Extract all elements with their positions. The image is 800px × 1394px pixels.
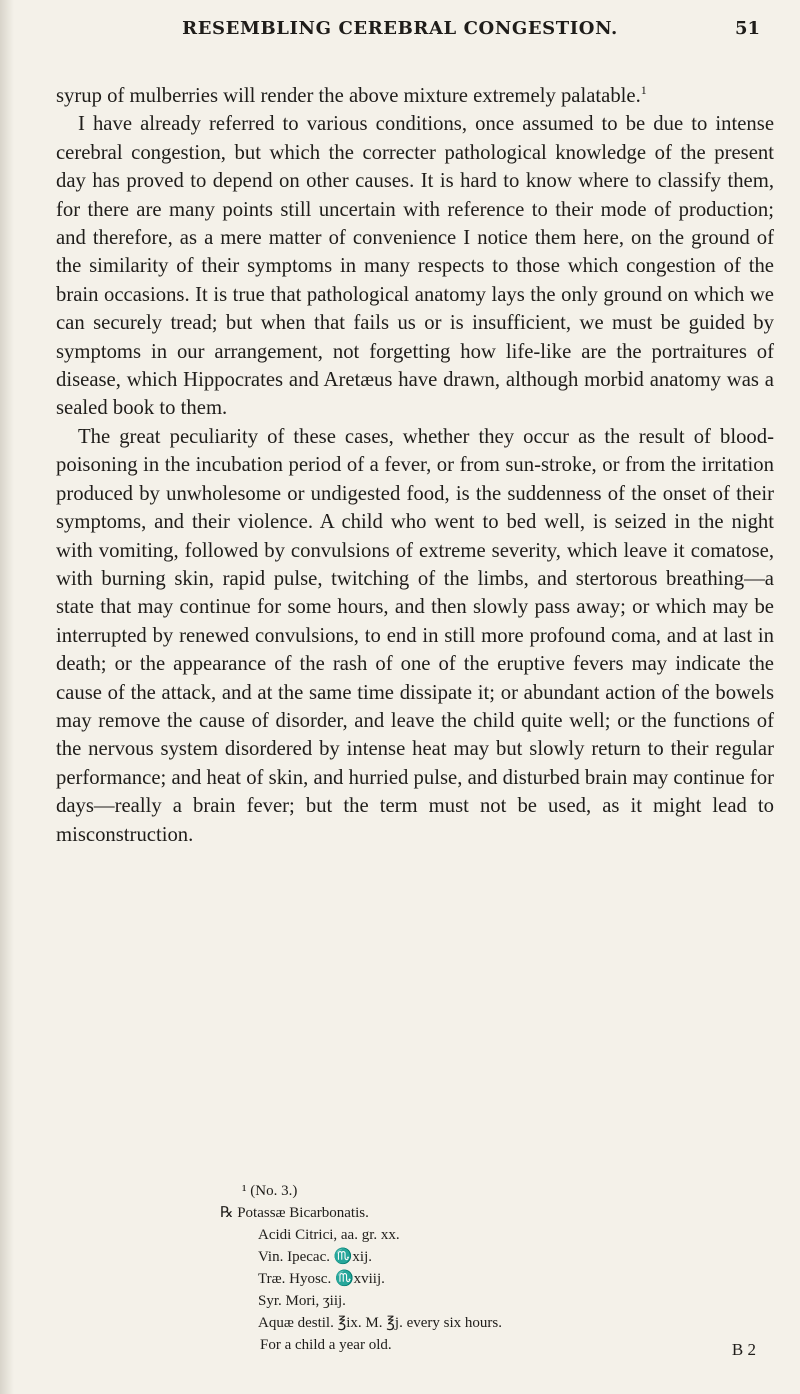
dosage-note: For a child a year old. <box>260 1337 392 1353</box>
signature-mark: B 2 <box>731 1340 756 1359</box>
rx-line: Træ. Hyosc. ♏xviij. <box>258 1271 385 1287</box>
main-text <box>56 82 774 849</box>
prescription-number: (No. 3.) <box>250 1183 298 1199</box>
page-number: 51 <box>734 18 760 39</box>
rx-line: Acidi Citrici, aa. gr. xx. <box>258 1227 400 1243</box>
rx-line: Vin. Ipecac. ♏xij. <box>258 1249 372 1265</box>
page-header <box>0 18 800 58</box>
paragraph-1-text: syrup of mulberries will render the above mixture extremely palatable. <box>56 85 641 107</box>
rx-line: ℞ Potassæ Bicarbonatis. <box>220 1205 369 1221</box>
paragraph-1 <box>56 82 774 110</box>
footnote-heading <box>220 1180 740 1202</box>
footnote-prescription <box>220 1180 740 1356</box>
footnote-marker: ¹ <box>242 1183 247 1199</box>
rx-line: Syr. Mori, ʒiij. <box>258 1293 346 1309</box>
rx-line: Aquæ destil. ℥ix. M. ℥j. every six hours. <box>258 1315 502 1331</box>
running-title: RESEMBLING CEREBRAL CONGESTION. <box>182 18 618 39</box>
paragraph-2: I have already referred to various conditions, once assumed to be due to intense cerebral congestion, but which the correcter pathological knowledge of the present day has proved to depend on other causes. It is hard to know where to classify them, for there are many points still uncertain with reference to their mode of production; and therefore, as a mere matter of convenience I notice them here, on the ground of the similarity of their symptoms in many respects to those which congestion of the brain occasions. It is true that pathological anatomy lays the only ground on which we can securely tread; but when that fails us or is insufficient, we must be guided by symptoms in our arrangement, not forgetting how life-like are the portraitures of disease, which Hippocrates and Aretæus have drawn, although morbid anatomy was a sealed book to them. <box>56 113 774 420</box>
footnote-reference: 1 <box>640 83 647 98</box>
paragraph-3: The great peculiarity of these cases, whether they occur as the result of blood-poisoning in the incubation period of a fever, or from sun-stroke, or from the irritation produced by unwholesome or undigested food, is the suddenness of the onset of their symptoms, and their violence. A child who went to bed well, is seized in the night with vomiting, followed by convulsions of extreme severity, which leave it comatose, with burning skin, rapid pulse, twitching of the limbs, and stertorous breathing—a state that may continue for some hours, and then slowly pass away; or which may be interrupted by renewed convulsions, to end in still more profound coma, and at last in death; or the appearance of the rash of one of the eruptive fevers may indicate the cause of the attack, and at the same time dissipate it; or abundant action of the bowels may remove the cause of disorder, and leave the child quite well; or the functions of the nervous system disordered by intense heat may but slowly return to their regular performance; and heat of skin, and hurried pulse, and disturbed brain may continue for days—really a brain fever; but the term must not be used, as it might lead to misconstruction. <box>56 425 774 846</box>
page-edge-shadow <box>0 0 14 1394</box>
